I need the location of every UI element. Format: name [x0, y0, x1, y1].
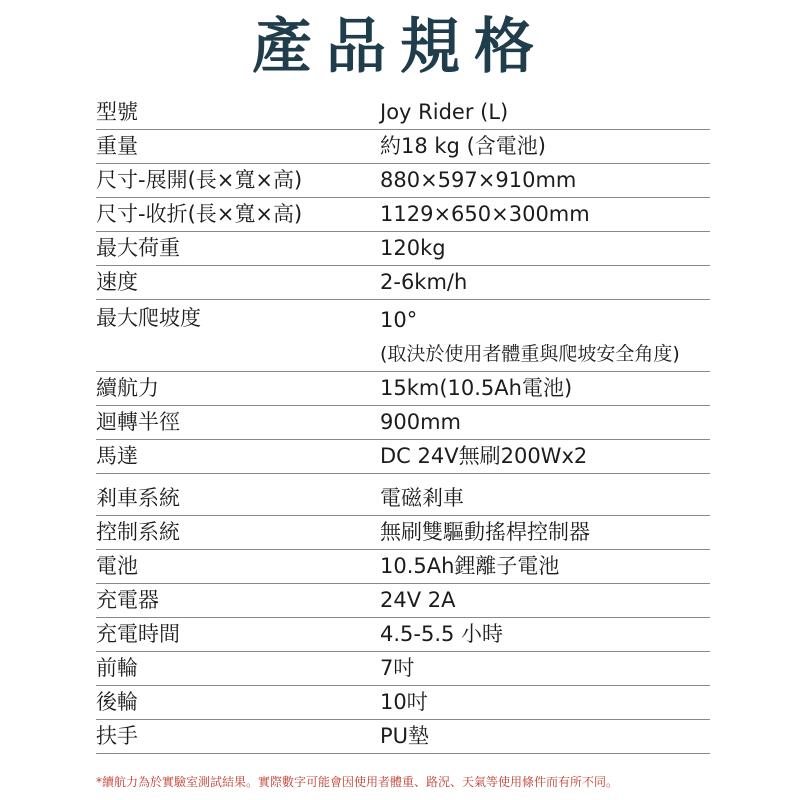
- spec-label: 控制系統: [96, 520, 180, 544]
- spec-label: 尺寸-展開(長×寬×高): [96, 168, 303, 192]
- spec-label: 迴轉半徑: [96, 410, 180, 434]
- spec-row-max-load: [96, 232, 710, 266]
- spec-label: 前輪: [96, 656, 138, 680]
- spec-label: 後輪: [96, 690, 138, 714]
- spec-value: 10吋: [380, 690, 428, 714]
- spec-row-max-slope: [96, 300, 710, 372]
- spec-label: 最大爬坡度: [96, 306, 201, 330]
- spec-row-motor: [96, 440, 710, 474]
- spec-row-turning-radius: [96, 406, 710, 440]
- spec-label: 重量: [96, 134, 138, 158]
- spec-value: 880×597×910mm: [380, 168, 577, 192]
- spec-row-charge-time: [96, 618, 710, 652]
- spec-row-controller: [96, 516, 710, 550]
- spec-value: PU墊: [380, 724, 430, 748]
- spec-label: 扶手: [96, 724, 138, 748]
- spec-label: 最大荷重: [96, 236, 180, 260]
- spec-label: 型號: [96, 100, 138, 124]
- spec-row-size-folded: [96, 198, 710, 232]
- spec-value: 4.5-5.5 小時: [380, 622, 504, 646]
- spec-value: 15km(10.5Ah電池): [380, 376, 573, 400]
- spec-value: 120kg: [380, 236, 446, 260]
- spec-label: 尺寸-收折(長×寬×高): [96, 202, 303, 226]
- spec-label: 剎車系統: [96, 486, 180, 510]
- spec-value-note: (取決於使用者體重與爬坡安全角度): [380, 343, 680, 365]
- spec-row-armrest: [96, 720, 710, 754]
- spec-label: 速度: [96, 270, 138, 294]
- spec-value: 電磁剎車: [380, 486, 464, 510]
- spec-label: 充電器: [96, 588, 159, 612]
- spec-row-rear-wheel: [96, 686, 710, 720]
- spec-table: [96, 96, 710, 754]
- page-title: 產品規格: [252, 12, 548, 82]
- spec-row-brake: [96, 474, 710, 516]
- spec-row-charger: [96, 584, 710, 618]
- spec-value: 24V 2A: [380, 588, 456, 612]
- spec-value: 2-6km/h: [380, 270, 468, 294]
- spec-row-battery: [96, 550, 710, 584]
- spec-row-speed: [96, 266, 710, 300]
- spec-value: 7吋: [380, 656, 415, 680]
- spec-label: 電池: [96, 554, 138, 578]
- spec-row-weight: [96, 130, 710, 164]
- footnote: *續航力為於實驗室測試結果。實際數字可能會因使用者體重、路況、天氣等使用條件而有所不同。: [96, 775, 619, 789]
- spec-value-main: 10°: [380, 308, 418, 332]
- spec-row-model: [96, 96, 710, 130]
- spec-value: 1129×650×300mm: [380, 202, 590, 226]
- spec-value: 10.5Ah鋰離子電池: [380, 554, 560, 578]
- spec-value: 無刷雙驅動搖桿控制器: [380, 520, 590, 544]
- spec-value: [380, 306, 710, 371]
- spec-value: 900mm: [380, 410, 461, 434]
- spec-row-range: [96, 372, 710, 406]
- spec-value: Joy Rider (L): [380, 100, 509, 124]
- spec-label: 馬達: [96, 444, 138, 468]
- spec-label: 續航力: [96, 376, 159, 400]
- spec-row-front-wheel: [96, 652, 710, 686]
- spec-label: 充電時間: [96, 622, 180, 646]
- spec-value: 約18 kg (含電池): [380, 134, 546, 158]
- spec-value: DC 24V無刷200Wx2: [380, 444, 588, 468]
- spec-row-size-unfolded: [96, 164, 710, 198]
